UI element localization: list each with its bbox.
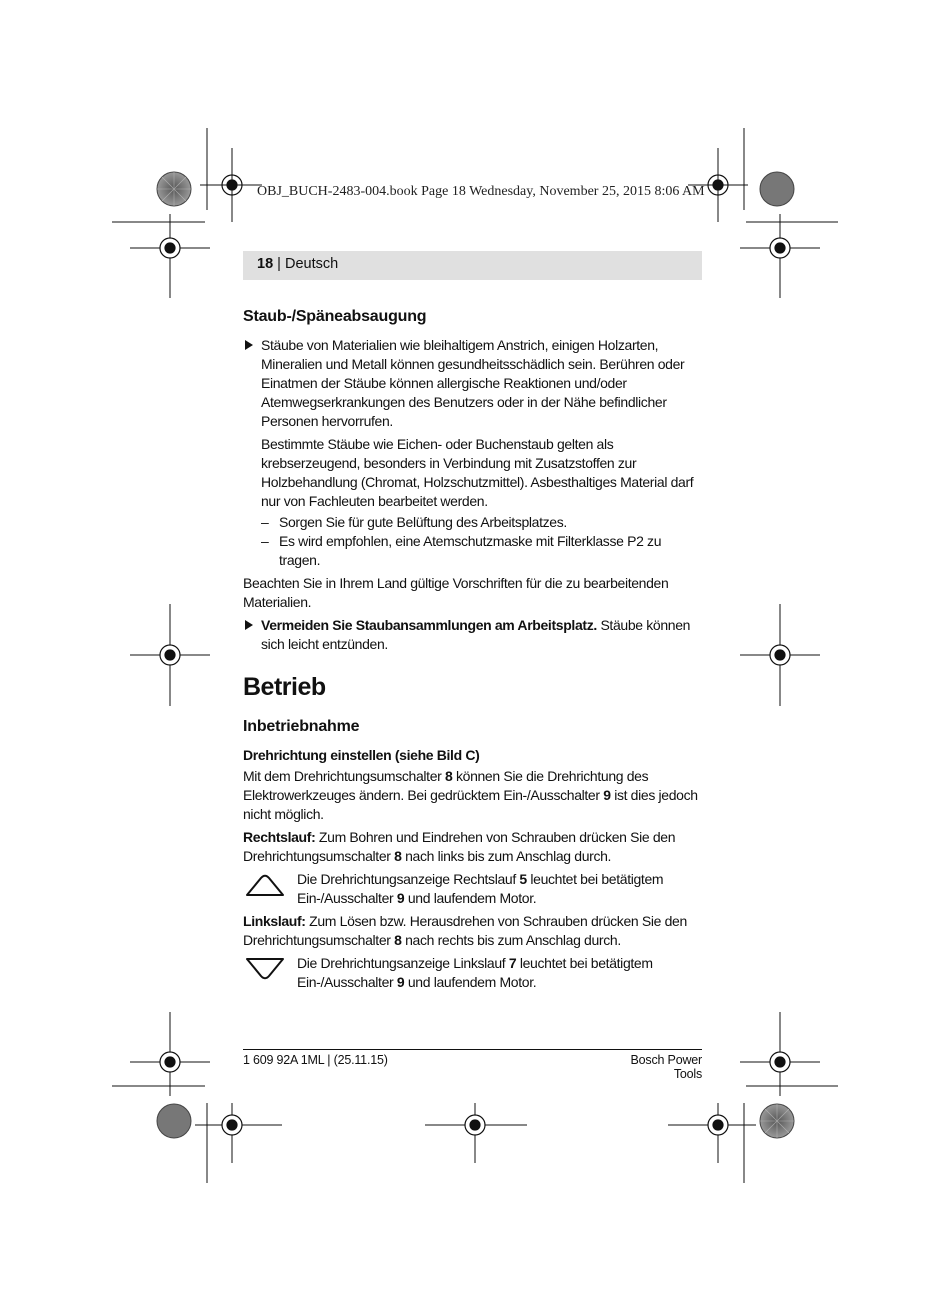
footer-rule bbox=[243, 1049, 702, 1050]
carcinogen-text: Bestimmte Stäube wie Eichen- oder Buchenstaub gelten als krebserzeugend, besonders in Verbindung mit Zusatzstoffen zur Holzbehandlung (Chromat, Holzschutzmittel). Asbesthaltiges Material darf nur von Fachleuten bearbeitet werden. bbox=[261, 436, 694, 509]
left-indicator-row bbox=[243, 954, 702, 992]
left-rotation-text: Linkslauf: Zum Lösen bzw. Herausdrehen von Schrauben drücken Sie den Drehrichtungsumschalter 8 nach rechts bis zum Anschlag durch. bbox=[243, 913, 687, 948]
page-number: 18 bbox=[257, 256, 274, 272]
down-triangle-indicator-icon bbox=[243, 956, 287, 982]
bullet-triangle-icon bbox=[245, 620, 253, 630]
page-content bbox=[243, 306, 702, 996]
left-indicator-text: Die Drehrichtungsanzeige Linkslauf 7 leuchtet bei betätigtem Ein-/Ausschalter 9 und laufendem Motor. bbox=[297, 955, 653, 990]
header-separator: | bbox=[277, 256, 281, 272]
footer-doc-number: 1 609 92A 1ML | (25.11.15) bbox=[243, 1053, 388, 1067]
dash-item-mask: – Es wird empfohlen, eine Atemschutzmaske mit Filterklasse P2 zu tragen. bbox=[261, 533, 662, 568]
accumulation-warning-text: Stäube können sich leicht entzünden. bbox=[261, 617, 691, 652]
rotation-intro: Mit dem Drehrichtungsumschalter 8 können Sie die Drehrichtung des Elektrowerkzeuges ändern. Bei gedrücktem Ein-/Ausschalter 9 ist dies jedoch nicht möglich. bbox=[243, 768, 698, 822]
section-heading-dust: Staub-/Späneabsaugung bbox=[243, 308, 427, 325]
warning-bullet-dust bbox=[243, 336, 702, 570]
up-triangle-indicator-icon bbox=[243, 872, 287, 898]
print-slug: OBJ_BUCH-2483-004.book Page 18 Wednesday, November 25, 2015 8:06 AM bbox=[257, 184, 705, 199]
subheading-rotation: Drehrichtung einstellen (siehe Bild C) bbox=[243, 747, 480, 763]
section-heading-startup: Inbetriebnahme bbox=[243, 718, 360, 735]
chapter-heading-operation: Betrieb bbox=[243, 673, 326, 701]
right-rotation-text: Rechtslauf: Zum Bohren und Eindrehen von Schrauben drücken Sie den Drehrichtungsumschalter 8 nach links bis zum Anschlag durch. bbox=[243, 829, 676, 864]
page-header bbox=[257, 256, 338, 272]
right-indicator-text: Die Drehrichtungsanzeige Rechtslauf 5 leuchtet bei betätigtem Ein-/Ausschalter 9 und laufendem Motor. bbox=[297, 871, 664, 906]
dash-item-ventilation: – Sorgen Sie für gute Belüftung des Arbeitsplatzes. bbox=[261, 514, 567, 530]
right-rotation-label: Rechtslauf: bbox=[243, 829, 316, 845]
footer-brand: Bosch Power Tools bbox=[630, 1053, 702, 1081]
regulations-note: Beachten Sie in Ihrem Land gültige Vorschriften für die zu bearbeitenden Materialien. bbox=[243, 575, 669, 610]
header-language: Deutsch bbox=[284, 256, 339, 272]
accumulation-warning-bold: Vermeiden Sie Staubansammlungen am Arbeitsplatz. bbox=[261, 617, 597, 633]
dust-hazard-text: Stäube von Materialien wie bleihaltigem Anstrich, einigen Holzarten, Mineralien und Metall können gesundheitsschädlich sein. Berühren oder Einatmen der Stäube können allergische Reaktionen und/oder Atemwegserkrankungen des Benutzers oder in der Nähe befindlicher Personen hervorrufen. bbox=[261, 337, 685, 429]
right-indicator-row bbox=[243, 870, 702, 908]
left-rotation-label: Linkslauf: bbox=[243, 913, 306, 929]
warning-bullet-accumulation bbox=[243, 616, 702, 654]
bullet-triangle-icon bbox=[245, 340, 253, 350]
page-header-bar bbox=[243, 251, 702, 280]
